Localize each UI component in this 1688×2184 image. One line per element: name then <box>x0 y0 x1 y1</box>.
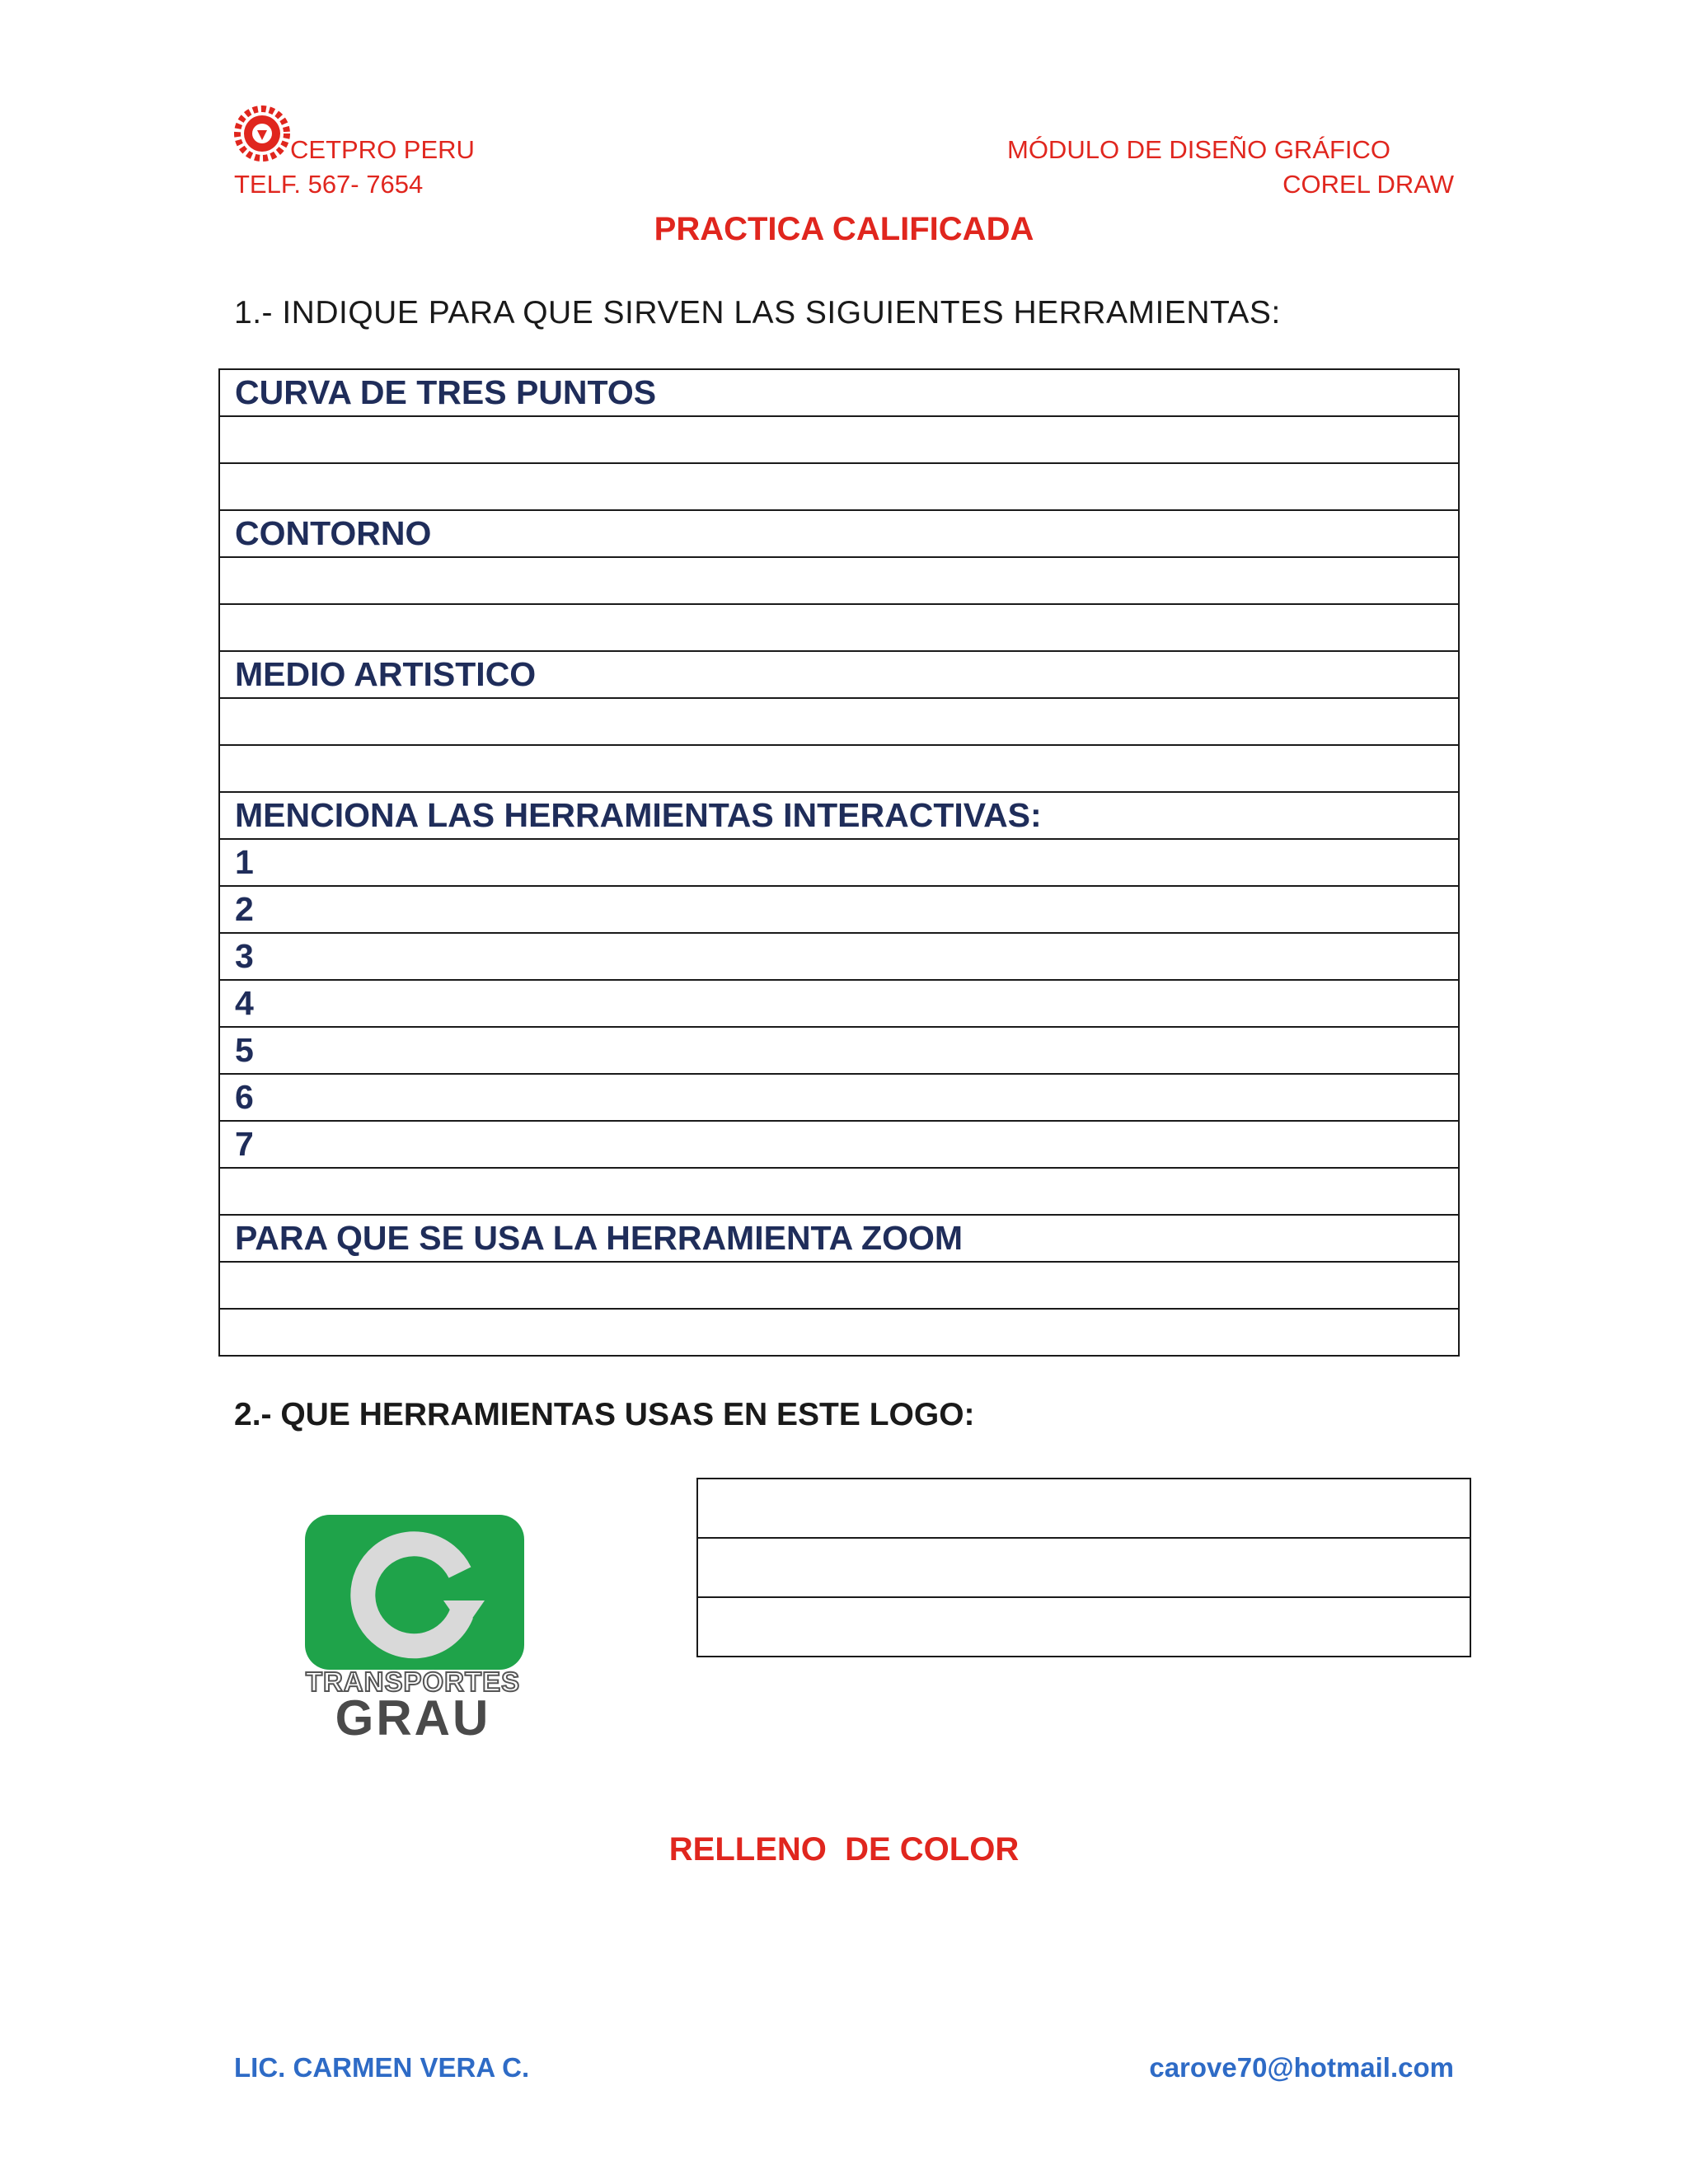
table-cell[interactable] <box>219 1309 1459 1356</box>
table-row <box>219 886 1459 933</box>
table-cell[interactable]: MENCIONA LAS HERRAMIENTAS INTERACTIVAS: <box>219 792 1459 839</box>
table-row <box>219 792 1459 839</box>
transportes-grau-logo <box>285 1508 541 1746</box>
tools-answer-table <box>218 368 1460 1357</box>
table-row <box>219 745 1459 792</box>
cetpro-gear-logo-icon <box>232 104 292 163</box>
table-cell[interactable] <box>219 1262 1459 1309</box>
table-row <box>219 557 1459 604</box>
course-name: COREL DRAW <box>1282 170 1454 199</box>
logo-text-grau: GRAU <box>335 1690 491 1746</box>
table-row <box>219 651 1459 698</box>
table-cell[interactable]: CURVA DE TRES PUNTOS <box>219 369 1459 416</box>
table-row <box>219 604 1459 651</box>
table-cell[interactable] <box>219 745 1459 792</box>
institution-phone: TELF. 567- 7654 <box>234 170 424 199</box>
answer-cell[interactable] <box>697 1538 1470 1597</box>
table-cell[interactable] <box>219 698 1459 745</box>
author-email-link[interactable]: carove70@hotmail.com <box>1149 2052 1454 2083</box>
table-row <box>219 1262 1459 1309</box>
table-cell[interactable] <box>219 557 1459 604</box>
table-row <box>219 1215 1459 1262</box>
page-title: PRACTICA CALIFICADA <box>654 211 1034 247</box>
table-cell[interactable]: 4 <box>219 980 1459 1027</box>
answer-cell[interactable] <box>697 1597 1470 1657</box>
table-row <box>697 1597 1470 1657</box>
logo-text-transportes: TRANSPORTES <box>305 1666 521 1697</box>
table-row <box>219 698 1459 745</box>
table-row <box>219 510 1459 557</box>
table-row <box>219 369 1459 416</box>
question-2: 2.- QUE HERRAMIENTAS USAS EN ESTE LOGO: <box>234 1397 975 1432</box>
table-row <box>219 1027 1459 1074</box>
table-cell[interactable]: 3 <box>219 933 1459 980</box>
table-cell[interactable] <box>219 604 1459 651</box>
table-row <box>219 1309 1459 1356</box>
table-cell[interactable]: 5 <box>219 1027 1459 1074</box>
table-cell[interactable]: PARA QUE SE USA LA HERRAMIENTA ZOOM <box>219 1215 1459 1262</box>
table-row <box>697 1479 1470 1538</box>
table-row <box>219 933 1459 980</box>
table-cell[interactable] <box>219 416 1459 463</box>
table-row <box>697 1538 1470 1597</box>
table-row <box>219 839 1459 886</box>
table-row <box>219 416 1459 463</box>
table-cell[interactable]: MEDIO ARTISTICO <box>219 651 1459 698</box>
module-name: MÓDULO DE DISEÑO GRÁFICO <box>1007 135 1391 164</box>
table-cell[interactable] <box>219 1168 1459 1215</box>
logo-answer-table <box>696 1478 1471 1657</box>
table-cell[interactable]: 2 <box>219 886 1459 933</box>
table-cell[interactable]: 6 <box>219 1074 1459 1121</box>
table-row <box>219 980 1459 1027</box>
table-cell[interactable] <box>219 463 1459 510</box>
table-row <box>219 1168 1459 1215</box>
section-heading-relleno: RELLENO DE COLOR <box>668 1831 1020 1868</box>
answer-cell[interactable] <box>697 1479 1470 1538</box>
table-cell[interactable]: CONTORNO <box>219 510 1459 557</box>
table-cell[interactable]: 1 <box>219 839 1459 886</box>
table-row <box>219 1121 1459 1168</box>
circular-arrow-icon <box>305 1515 524 1670</box>
table-row <box>219 463 1459 510</box>
institution-name: CETPRO PERU <box>290 135 475 164</box>
table-cell[interactable]: 7 <box>219 1121 1459 1168</box>
table-row <box>219 1074 1459 1121</box>
author-name: LIC. CARMEN VERA C. <box>234 2052 530 2083</box>
question-1: 1.- INDIQUE PARA QUE SIRVEN LAS SIGUIENTES HERRAMIENTAS: <box>234 295 1281 330</box>
